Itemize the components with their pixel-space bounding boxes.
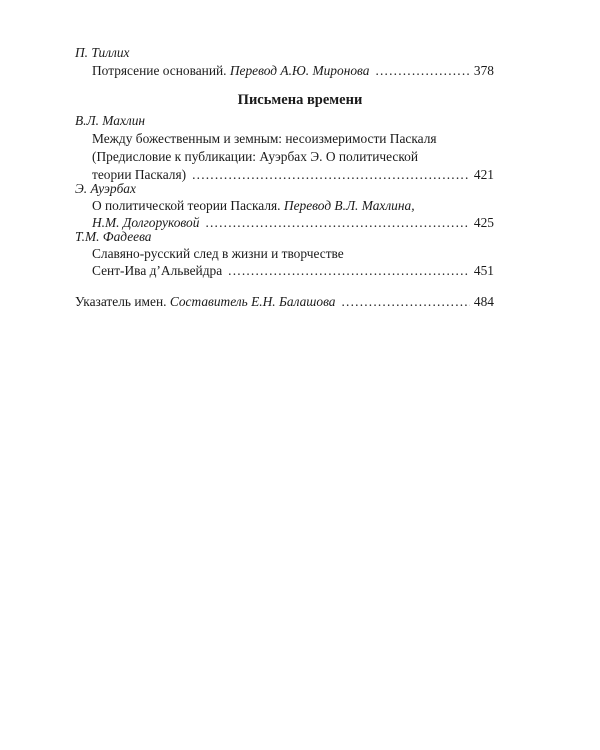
entry-title-line: Между божественным и земным: несоизмеримости Паскаля: [92, 131, 437, 146]
page-number: 451: [473, 263, 494, 278]
page-number: 421: [473, 167, 494, 182]
entry-translator: Н.М. Долгоруковой: [92, 215, 200, 230]
entry-title-line: (Предисловие к публикации: Ауэрбах Э. О политической: [92, 149, 419, 164]
entry-author: П. Тиллих: [75, 45, 130, 60]
entry-title-line: [92, 62, 369, 80]
page-number: 484: [473, 294, 494, 309]
entry-title-line: [75, 293, 336, 311]
dot-leader: [375, 62, 469, 80]
entry-title-line: Сент-Ива д’Альвейдра: [92, 263, 223, 278]
toc-entry-line: [92, 62, 494, 80]
entry-title-line: теории Паскаля): [92, 167, 187, 182]
toc-entry-line: [92, 166, 494, 184]
page-number: 425: [473, 215, 494, 230]
entry-title-line: Славяно-русский след в жизни и творчестве: [92, 246, 344, 261]
entry-translator: Перевод А.Ю. Миронова: [229, 63, 370, 78]
entry-title: Указатель имен.: [75, 294, 167, 309]
entry-compiler: Составитель Е.Н. Балашова: [169, 294, 336, 309]
entry-author: Т.М. Фадеева: [75, 229, 152, 244]
entry-title: О политической теории Паскаля.: [92, 198, 281, 213]
entry-author: Э. Ауэрбах: [75, 181, 136, 196]
dot-leader: [205, 214, 469, 232]
page-number: 378: [473, 63, 494, 78]
toc-entry-line: [75, 293, 494, 311]
dot-leader: [342, 293, 470, 311]
section-title: Письмена времени: [237, 92, 363, 108]
entry-title-line: [92, 197, 415, 215]
entry-title: Потрясение оснований.: [92, 63, 227, 78]
entry-translator: Перевод В.Л. Махлина,: [283, 198, 415, 213]
dot-leader: [228, 262, 470, 280]
dot-leader: [192, 166, 470, 184]
toc-entry-line: [92, 214, 494, 232]
toc-entry-line: [92, 262, 494, 280]
entry-author: В.Л. Махлин: [75, 113, 146, 128]
